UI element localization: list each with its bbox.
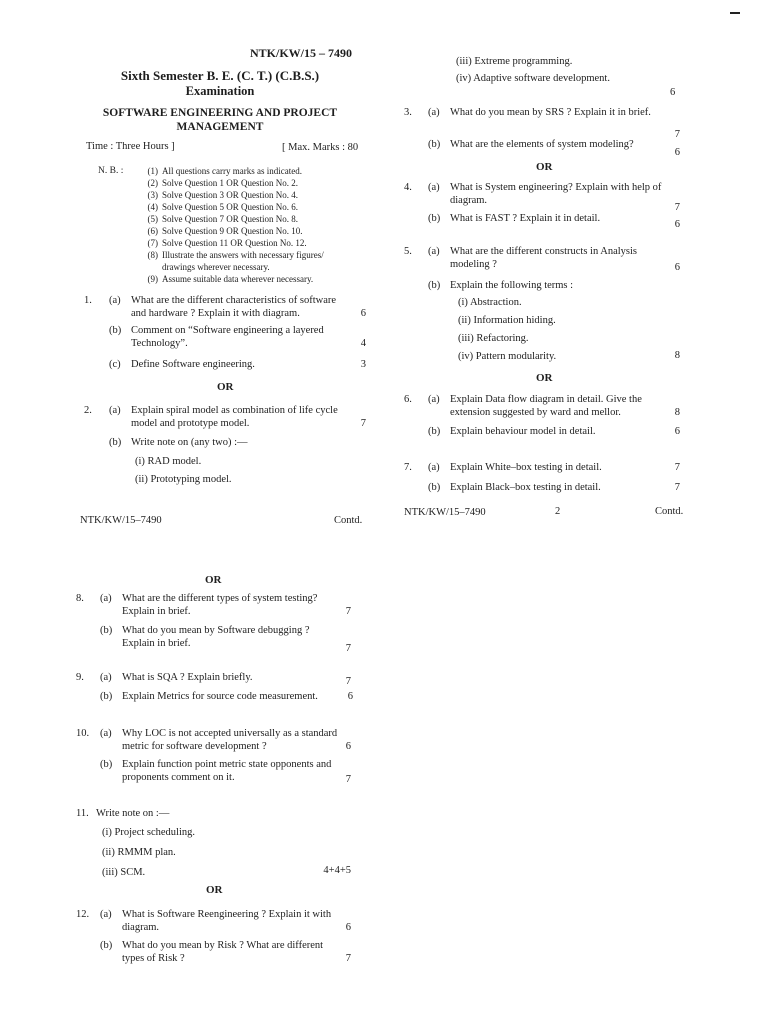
question-6a: (a) Explain Data flow diagram in detail. Give the extension suggested by ward and mellor. 8 (428, 394, 680, 419)
marks: 7 (345, 953, 351, 964)
or-divider: OR (206, 884, 223, 896)
semester-title: Sixth Semester B. E. (C. T.) (C.B.S.) (120, 68, 320, 83)
question-12b: (b) What do you mean by Risk ? What are different types of Risk ? 7 (100, 940, 351, 965)
question-11-text: Write note on :— (96, 808, 170, 819)
question-8b: (b) What do you mean by Software debugging ? Explain in brief. 7 (100, 625, 351, 654)
list-item: (iv) Adaptive software development. (456, 73, 610, 84)
footer-code: NTK/KW/15–7490 (80, 515, 162, 526)
nb-item: (7) Solve Question 11 OR Question No. 12. (147, 238, 307, 248)
question-number: 8. (76, 593, 84, 604)
nb-item: (9) Assume suitable data wherever necessary. (147, 274, 314, 284)
marks: 7 (360, 418, 366, 429)
nb-item: (8) Illustrate the answers with necessary figures/ (147, 250, 324, 260)
or-divider: OR (536, 372, 553, 384)
question-3b: (b) What are the elements of system modeling? 6 (428, 139, 680, 158)
marks: 6 (345, 922, 351, 933)
question-number: 2. (84, 405, 92, 416)
question-1b: (b) Comment on “Software engineering a layered Technology”. 4 (109, 325, 366, 350)
question-number: 5. (404, 246, 412, 257)
question-number: 6. (404, 394, 412, 405)
subject-line-1: SOFTWARE ENGINEERING AND PROJECT (102, 107, 338, 119)
list-item: (i) Abstraction. (458, 297, 522, 309)
list-item: (i) Project scheduling. (102, 827, 196, 839)
max-marks: [ Max. Marks : 80 (282, 142, 359, 153)
question-3a: (a) What do you mean by SRS ? Explain it in brief. 7 (428, 107, 680, 140)
marks: 7 (674, 202, 680, 213)
question-number: 3. (404, 107, 412, 118)
marks: 7 (345, 606, 351, 617)
question-1a: (a) What are the different characteristics of software and hardware ? Explain it with diagram. 6 (109, 295, 366, 320)
marks: 8 (674, 350, 680, 361)
marks: 7 (674, 129, 680, 140)
question-9b: (b) Explain Metrics for source code measurement. 6 (100, 691, 353, 702)
marks: 6 (674, 262, 680, 273)
question-5a: (a) What are the different constructs in Analysis modeling ? 6 (428, 246, 680, 273)
marks: 3 (360, 359, 366, 370)
list-item: (iii) SCM. (102, 867, 146, 879)
question-11 (76, 807, 351, 886)
marks: 7 (345, 676, 351, 687)
marks: 6 (347, 691, 353, 702)
nb-item: drawings wherever necessary. (162, 262, 270, 272)
question-12a: (a) What is Software Reengineering ? Explain it with diagram. 6 (100, 909, 351, 934)
question-number: 12. (76, 909, 90, 920)
nb-item: (1) All questions carry marks as indicated. (147, 166, 302, 176)
question-7a: (a) Explain White–box testing in detail. 7 (428, 462, 680, 473)
marks: 7 (674, 482, 680, 493)
nb-item: (4) Solve Question 5 OR Question No. 6. (147, 202, 298, 212)
or-divider: OR (536, 161, 553, 173)
question-4b: (b) What is FAST ? Explain it in detail. 6 (428, 213, 680, 230)
page-number: 2 (555, 506, 561, 517)
or-divider: OR (217, 381, 234, 393)
list-item: (ii) Prototyping model. (135, 474, 232, 486)
marks: 7 (345, 643, 351, 654)
question-8a: (a) What are the different types of system testing? Explain in brief. 7 (100, 593, 351, 618)
marks: 7 (674, 462, 680, 473)
marks: 6 (674, 219, 680, 230)
list-item: (iii) Refactoring. (458, 333, 529, 345)
question-number: 11. (76, 808, 89, 819)
marks: 6 (674, 426, 680, 437)
marks: 6 (360, 308, 366, 319)
question-number: 9. (76, 672, 84, 683)
marks: 7 (345, 774, 351, 785)
question-number: 10. (76, 728, 90, 739)
list-item: (iv) Pattern modularity. (458, 351, 557, 363)
question-10b: (b) Explain function point metric state opponents and proponents comment on it. 7 (100, 759, 351, 785)
question-4a: (a) What is System engineering? Explain with help of diagram. 7 (428, 182, 680, 213)
marks: 8 (674, 407, 680, 418)
list-item: (i) RAD model. (135, 456, 202, 468)
question-9a: (a) What is SQA ? Explain briefly. 7 (100, 672, 351, 687)
nb-item: (6) Solve Question 9 OR Question No. 10. (147, 226, 303, 236)
question-10a: (a) Why LOC is not accepted universally as a standard metric for software development ? 6 (100, 728, 351, 753)
question-5b: (b) Explain the following terms : (i) Abstraction. (ii) Information hiding. (iii) Refactoring. (iv) Pattern modularity. 8 (428, 279, 680, 368)
list-item: (iii) Extreme programming. (456, 56, 573, 67)
question-2b: (b) Write note on (any two) :— (i) RAD model. (ii) Prototyping model. (109, 436, 366, 491)
subject-line-2: MANAGEMENT (176, 121, 264, 133)
marks: 6 (345, 741, 351, 752)
exam-title: Examination (185, 84, 255, 98)
marks: 4 (360, 338, 366, 349)
question-7b: (b) Explain Black–box testing in detail. 7 (428, 482, 680, 493)
question-1c: (c) Define Software engineering. 3 (109, 359, 366, 370)
nb-item: (2) Solve Question 1 OR Question No. 2. (147, 178, 298, 188)
question-number: 1. (84, 295, 92, 306)
time-label: Time : Three Hours ] (86, 141, 175, 152)
marks: 6 (674, 147, 680, 158)
scan-mark (730, 12, 740, 14)
footer-contd: Contd. (655, 506, 684, 517)
question-number: 4. (404, 182, 412, 193)
question-2a: (a) Explain spiral model as combination of life cycle model and prototype model. 7 (109, 405, 366, 430)
nb-list (138, 166, 324, 286)
marks: 6 (670, 87, 676, 98)
footer-contd: Contd. (334, 515, 363, 526)
paper-code: NTK/KW/15 – 7490 (250, 46, 353, 60)
footer-code: NTK/KW/15–7490 (404, 507, 486, 518)
question-6b: (b) Explain behaviour model in detail. 6 (428, 426, 680, 437)
nb-item: (3) Solve Question 3 OR Question No. 4. (147, 190, 298, 200)
list-item: (ii) Information hiding. (458, 315, 556, 327)
nb-item: (5) Solve Question 7 OR Question No. 8. (147, 214, 298, 224)
list-item: (ii) RMMM plan. (102, 847, 176, 859)
question-number: 7. (404, 462, 412, 473)
nb-label: N. B. : (98, 166, 124, 176)
marks: 4+4+5 (323, 865, 351, 876)
or-divider: OR (205, 574, 222, 586)
